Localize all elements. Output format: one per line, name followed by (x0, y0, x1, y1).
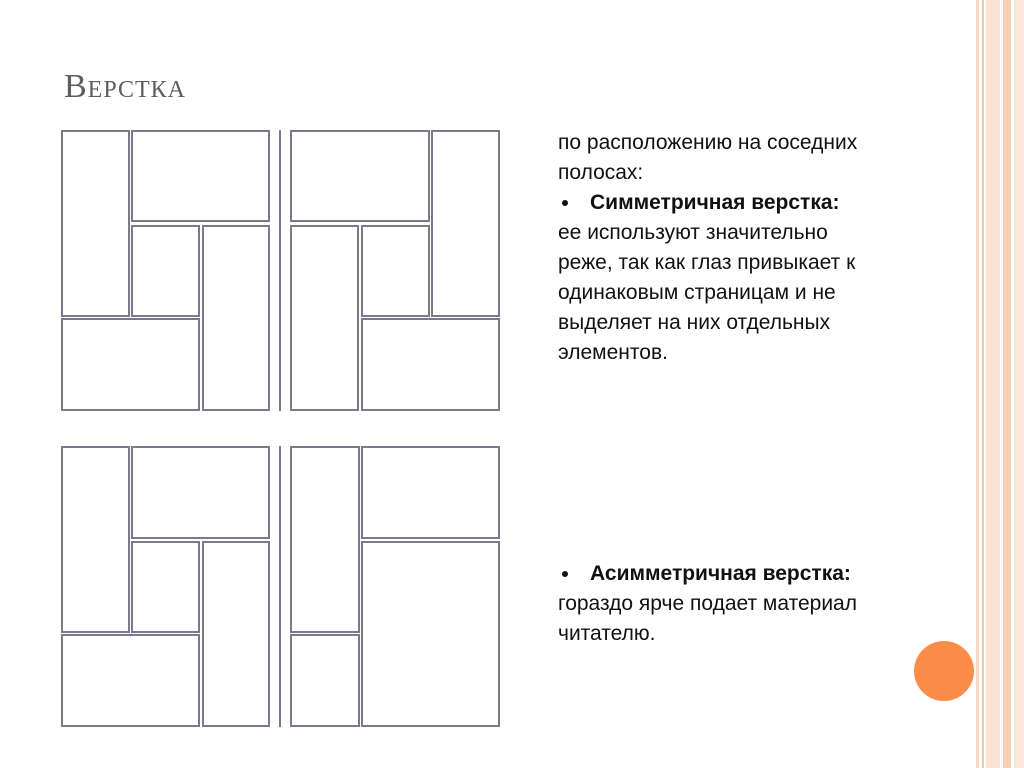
intro-line: по расположению на соседних (558, 131, 858, 154)
asymmetric-text (558, 559, 958, 649)
layout-block (131, 446, 270, 539)
decor-stripe (976, 0, 979, 768)
slide-title: Верстка (64, 68, 186, 105)
symmetric-line: одинаковым страницам и не (558, 281, 836, 304)
asymmetric-line: читателю. (558, 622, 656, 645)
symmetric-line: ее используют значительно (558, 221, 828, 244)
symmetric-heading: Симметричная верстка: (590, 191, 840, 214)
layout-block (202, 541, 270, 727)
bullet-symmetric (558, 188, 958, 218)
symmetric-line: выделяет на них отдельных (558, 311, 831, 334)
layout-block (61, 318, 200, 411)
layout-block (290, 225, 359, 411)
decor-stripe (986, 0, 1000, 768)
page-gutter (279, 130, 281, 411)
layout-block (131, 541, 200, 633)
layout-block (61, 634, 200, 727)
asymmetric-line: гораздо ярче подает материал (558, 592, 857, 615)
decor-circle (914, 641, 974, 701)
layout-block (361, 541, 500, 727)
layout-block (361, 318, 500, 411)
symmetric-text (558, 128, 958, 368)
bullet-asymmetric (558, 559, 958, 589)
decor-stripe (1003, 0, 1011, 768)
symmetric-line: элементов. (558, 341, 668, 364)
symmetric-line: реже, так как глаз привыкает к (558, 251, 856, 274)
layout-block (431, 130, 500, 317)
decor-stripe (982, 0, 984, 768)
asymmetric-heading: Асимметричная верстка: (590, 562, 851, 585)
decor-stripe (1014, 0, 1024, 768)
layout-block (290, 446, 360, 633)
layout-block (361, 225, 430, 317)
layout-block (290, 130, 430, 222)
layout-block (131, 130, 270, 222)
layout-block (202, 225, 270, 411)
layout-block (131, 225, 200, 317)
layout-block (61, 446, 130, 633)
page-gutter (279, 446, 281, 727)
layout-block (361, 446, 500, 539)
intro-line: полосах: (558, 161, 644, 184)
bullet-icon (562, 200, 568, 206)
layout-block (61, 130, 130, 317)
bullet-icon (562, 571, 568, 577)
layout-block (290, 634, 360, 727)
